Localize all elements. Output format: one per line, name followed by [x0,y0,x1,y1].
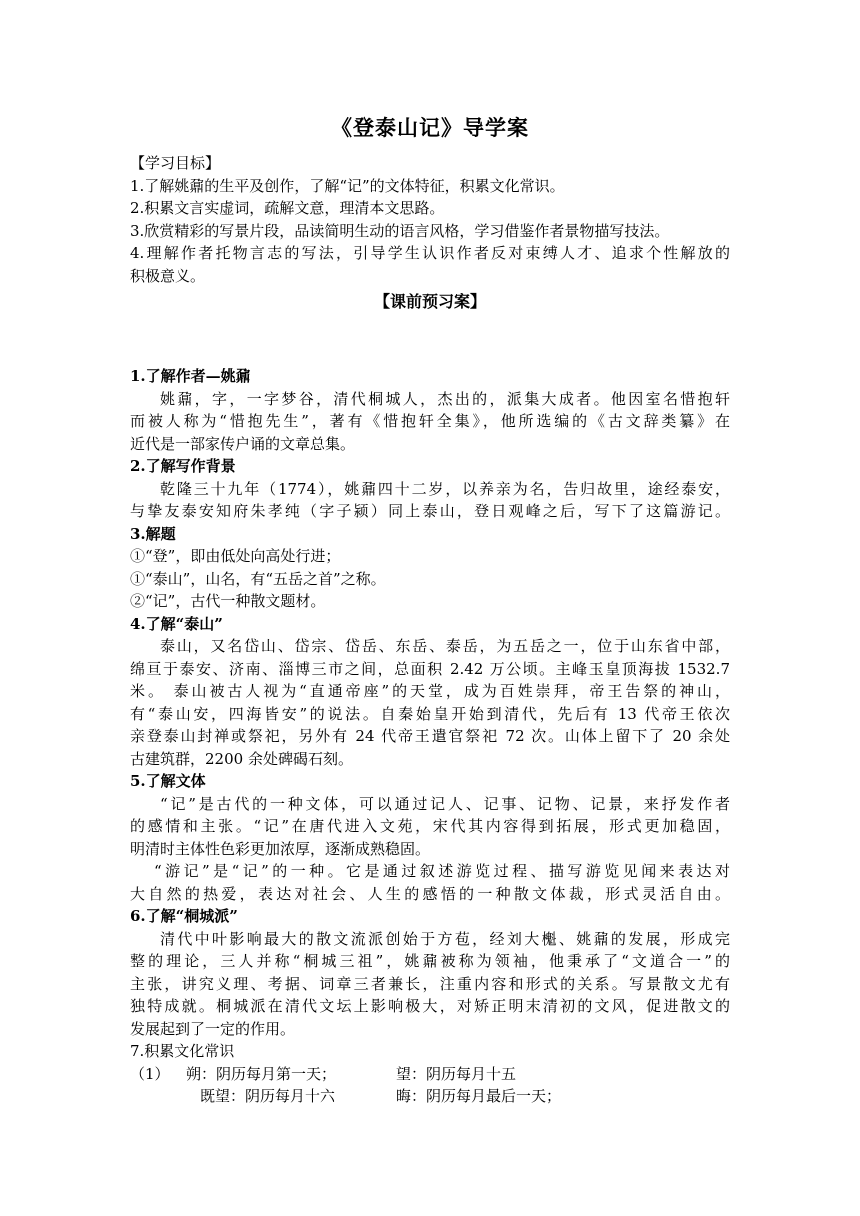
document-content [130,112,730,1108]
paragraph-line: ①“登”，即由低处向高处行进； [130,547,341,565]
paragraph-line: 泰山，又名岱山、岱宗、岱岳、东岳、泰岳，为五岳之一，位于山东省中部， [160,637,730,655]
paragraph-line: 姚鼐，字，一字梦谷，清代桐城人，杰出的，派集大成者。他因室名惜抱轩 [160,389,730,408]
culture-row-number: （1） [130,1064,170,1083]
objective-line: 2.积累文言实虚词，疏解文意，理清本文思路。 [130,199,445,217]
culture-term: 既望：阴历每月十六 [200,1087,336,1105]
section-heading-title-explain: 3.解题 [130,524,176,543]
paragraph-line: “记”是古代的一种文体，可以通过记人、记事、记物、记景，来抒发作者 [160,794,730,813]
paragraph-line: 主张，讲究义理、考据、词章三者兼长，注重内容和形式的关系。写景散文尤有 [130,974,730,993]
paragraph-line: 有“泰山安，四海皆安”的说法。自秦始皇开始到清代，先后有 13 代帝王依次 [130,704,730,723]
culture-term: 晦：阴历每月最后一天； [396,1087,562,1105]
objectives-heading: 【学习目标】 [130,154,221,172]
paragraph-line: 的感情和主张。“记”在唐代进入文苑，宋代其内容得到拓展，形式更加稳固， [130,817,730,835]
paragraph-line: 与挚友泰安知府朱孝纯（字子颍）同上泰山，登日观峰之后，写下了这篇游记。 [130,502,730,520]
paragraph-line: 整的理论，三人并称“桐城三祖”，姚鼐被称为领袖，他秉承了“文道合一”的 [130,952,730,970]
page-title: 《登泰山记》导学案 [331,115,529,140]
section-heading-taishan: 4.了解“泰山” [130,614,223,633]
paragraph-line: 大自然的热爱，表达对社会、人生的感悟的一种散文体裁，形式灵活自由。 [130,884,730,903]
section-heading-author: 1.了解作者—姚鼐 [130,367,251,385]
culture-row-1 [130,1063,730,1086]
paragraph-line: ①“泰山”，山名，有“五岳之首”之称。 [130,569,386,588]
paragraph-line: 明清时主体性色彩更加浓厚，逐渐成熟稳固。 [130,839,431,858]
objective-line: 4.理解作者托物言志的写法，引导学生认识作者反对束缚人才、追求个性解放的 [130,244,730,262]
paragraph-line: 发展起到了一定的作用。 [130,1019,296,1038]
paragraph-line: 近代是一部家传户诵的文章总集。 [130,434,356,453]
paragraph-line: 乾隆三十九年（1774），姚鼐四十二岁，以养亲为名，告归故里，途经泰安， [160,479,730,498]
objective-line: 1.了解姚鼐的生平及创作，了解“记”的文体特征，积累文化常识。 [130,176,565,195]
section-heading-culture: 7.积累文化常识 [130,1042,235,1060]
paragraph-line: 古建筑群，2200 余处碑碣石刻。 [130,749,353,768]
paragraph-line: 米。 泰山被古人视为“直通帝座”的天堂，成为百姓崇拜，帝王告祭的神山， [130,682,730,700]
culture-row-2 [130,1085,730,1108]
section-heading-genre: 5.了解文体 [130,772,206,790]
paragraph-line: 独特成就。桐城派在清代文坛上影响极大，对矫正明末清初的文风，促进散文的 [130,997,730,1015]
paragraph-line: 绵亘于泰安、济南、淄博三市之间，总面积 2.42 万公顷。主峰玉皇顶海拔 1532.7 [130,659,730,678]
section-heading-background: 2.了解写作背景 [130,457,236,475]
paragraph-line: ②“记”，古代一种散文题材。 [130,592,326,610]
objective-line: 3.欣赏精彩的写景片段，品读简明生动的语言风格，学习借鉴作者景物描写技法。 [130,221,670,240]
paragraph-line: “游记”是“记”的一种。它是通过叙述游览过程、描写游览见闻来表达对 [154,862,730,880]
culture-term: 望：阴历每月十五 [396,1064,517,1083]
culture-term: 朔：阴历每月第一天； [186,1064,337,1083]
preview-section-title: 【课前预习案】 [373,292,486,311]
paragraph-line: 而被人称为“惜抱先生”，著有《惜抱轩全集》，他所选编的《古文辞类纂》在 [130,412,730,430]
section-heading-tongcheng: 6.了解“桐城派” [130,907,238,925]
objective-line: 积极意义。 [130,266,206,285]
paragraph-line: 亲登泰山封禅或祭祀，另外有 24 代帝王遣官祭祀 72 次。山体上留下了 20 余处 [130,727,730,745]
paragraph-line: 清代中叶影响最大的散文流派创始于方苞，经刘大櫆、姚鼐的发展，形成完 [160,929,730,948]
